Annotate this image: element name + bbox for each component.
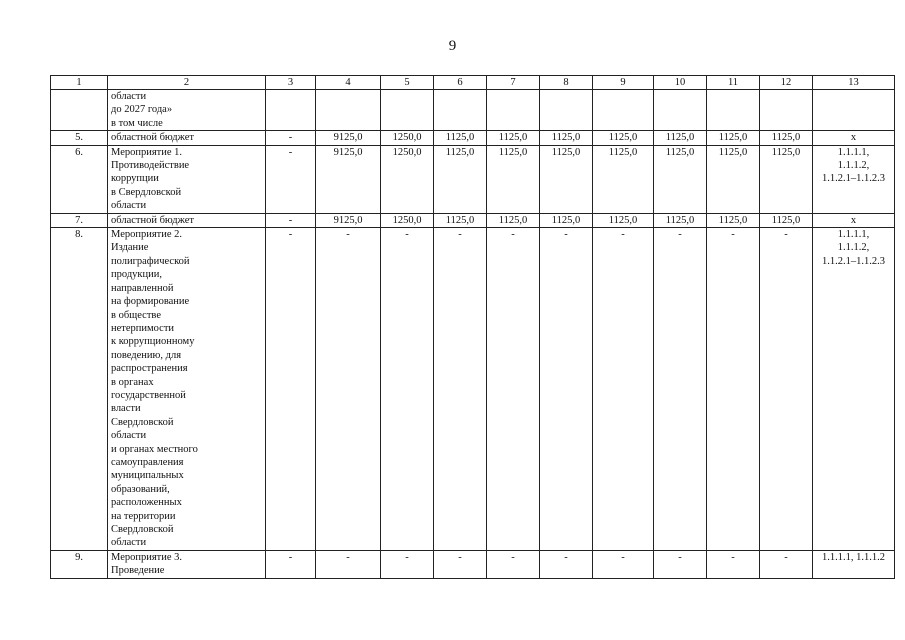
target-indicator-cell: x	[813, 131, 895, 145]
table-row	[51, 550, 895, 578]
value-cell-col-6: 1125,0	[434, 131, 487, 145]
column-header-7: 7	[487, 76, 540, 90]
value-cell-col-8: 1125,0	[540, 131, 593, 145]
value-cell-col-5: -	[381, 550, 434, 578]
row-name: области до 2027 года» в том числе	[108, 90, 266, 131]
value-cell-col-4: 9125,0	[316, 213, 381, 227]
row-number	[51, 90, 108, 131]
value-cell-col-11	[707, 90, 760, 131]
value-cell-col-6: -	[434, 550, 487, 578]
value-cell-col-8: -	[540, 228, 593, 551]
value-cell-col-12: -	[760, 228, 813, 551]
program-table	[50, 75, 895, 579]
value-cell-col-3: -	[266, 145, 316, 213]
value-cell-col-9: -	[593, 550, 654, 578]
value-cell-col-10: -	[654, 550, 707, 578]
value-cell-col-12	[760, 90, 813, 131]
column-header-10: 10	[654, 76, 707, 90]
table-row	[51, 213, 895, 227]
table-row	[51, 131, 895, 145]
value-cell-col-10: 1125,0	[654, 145, 707, 213]
column-header-8: 8	[540, 76, 593, 90]
column-header-3: 3	[266, 76, 316, 90]
value-cell-col-12: 1125,0	[760, 145, 813, 213]
value-cell-col-5	[381, 90, 434, 131]
row-number: 8.	[51, 228, 108, 551]
row-name: областной бюджет	[108, 213, 266, 227]
value-cell-col-11: 1125,0	[707, 131, 760, 145]
value-cell-col-7: -	[487, 550, 540, 578]
column-header-13: 13	[813, 76, 895, 90]
value-cell-col-10: -	[654, 228, 707, 551]
value-cell-col-12: -	[760, 550, 813, 578]
value-cell-col-4: 9125,0	[316, 145, 381, 213]
value-cell-col-7: 1125,0	[487, 213, 540, 227]
column-header-2: 2	[108, 76, 266, 90]
value-cell-col-7: 1125,0	[487, 131, 540, 145]
row-name: Мероприятие 1. Противодействие коррупции в Свердловской области	[108, 145, 266, 213]
value-cell-col-5: 1250,0	[381, 213, 434, 227]
column-header-11: 11	[707, 76, 760, 90]
header-row	[51, 76, 895, 90]
value-cell-col-9: -	[593, 228, 654, 551]
value-cell-col-11: -	[707, 550, 760, 578]
value-cell-col-4: 9125,0	[316, 131, 381, 145]
value-cell-col-9: 1125,0	[593, 145, 654, 213]
value-cell-col-5: -	[381, 228, 434, 551]
row-number: 7.	[51, 213, 108, 227]
value-cell-col-5: 1250,0	[381, 131, 434, 145]
value-cell-col-9: 1125,0	[593, 131, 654, 145]
value-cell-col-3: -	[266, 228, 316, 551]
value-cell-col-9: 1125,0	[593, 213, 654, 227]
value-cell-col-6	[434, 90, 487, 131]
value-cell-col-4: -	[316, 228, 381, 551]
value-cell-col-6: 1125,0	[434, 145, 487, 213]
row-name: Мероприятие 2. Издание полиграфической продукции, направленной на формирование в обществе нетерпимости к коррупционному поведению, для распространения в органах государственной власти Свердловской области и органах местного самоуправления муниципальных образований, расположенных на территории Свердловской области	[108, 228, 266, 551]
value-cell-col-10: 1125,0	[654, 131, 707, 145]
value-cell-col-4	[316, 90, 381, 131]
value-cell-col-11: 1125,0	[707, 145, 760, 213]
value-cell-col-8	[540, 90, 593, 131]
value-cell-col-10: 1125,0	[654, 213, 707, 227]
value-cell-col-3: -	[266, 213, 316, 227]
row-name: областной бюджет	[108, 131, 266, 145]
column-header-6: 6	[434, 76, 487, 90]
value-cell-col-7: 1125,0	[487, 145, 540, 213]
value-cell-col-6: -	[434, 228, 487, 551]
value-cell-col-7: -	[487, 228, 540, 551]
column-header-12: 12	[760, 76, 813, 90]
target-indicator-cell: x	[813, 213, 895, 227]
target-indicator-cell: 1.1.1.1, 1.1.1.2, 1.1.2.1–1.1.2.3	[813, 145, 895, 213]
table-row	[51, 145, 895, 213]
value-cell-col-12: 1125,0	[760, 213, 813, 227]
target-indicator-cell	[813, 90, 895, 131]
value-cell-col-12: 1125,0	[760, 131, 813, 145]
value-cell-col-3	[266, 90, 316, 131]
value-cell-col-7	[487, 90, 540, 131]
column-header-9: 9	[593, 76, 654, 90]
value-cell-col-5: 1250,0	[381, 145, 434, 213]
column-header-1: 1	[51, 76, 108, 90]
value-cell-col-8: 1125,0	[540, 145, 593, 213]
value-cell-col-4: -	[316, 550, 381, 578]
row-name: Мероприятие 3. Проведение	[108, 550, 266, 578]
value-cell-col-8: 1125,0	[540, 213, 593, 227]
value-cell-col-10	[654, 90, 707, 131]
value-cell-col-9	[593, 90, 654, 131]
value-cell-col-3: -	[266, 550, 316, 578]
value-cell-col-3: -	[266, 131, 316, 145]
page-number: 9	[448, 38, 457, 54]
value-cell-col-6: 1125,0	[434, 213, 487, 227]
table-row	[51, 228, 895, 551]
row-number: 5.	[51, 131, 108, 145]
column-header-4: 4	[316, 76, 381, 90]
value-cell-col-8: -	[540, 550, 593, 578]
value-cell-col-11: -	[707, 228, 760, 551]
value-cell-col-11: 1125,0	[707, 213, 760, 227]
row-number: 6.	[51, 145, 108, 213]
table-row	[51, 90, 895, 131]
row-number: 9.	[51, 550, 108, 578]
column-header-5: 5	[381, 76, 434, 90]
target-indicator-cell: 1.1.1.1, 1.1.1.2, 1.1.2.1–1.1.2.3	[813, 228, 895, 551]
target-indicator-cell: 1.1.1.1, 1.1.1.2	[813, 550, 895, 578]
